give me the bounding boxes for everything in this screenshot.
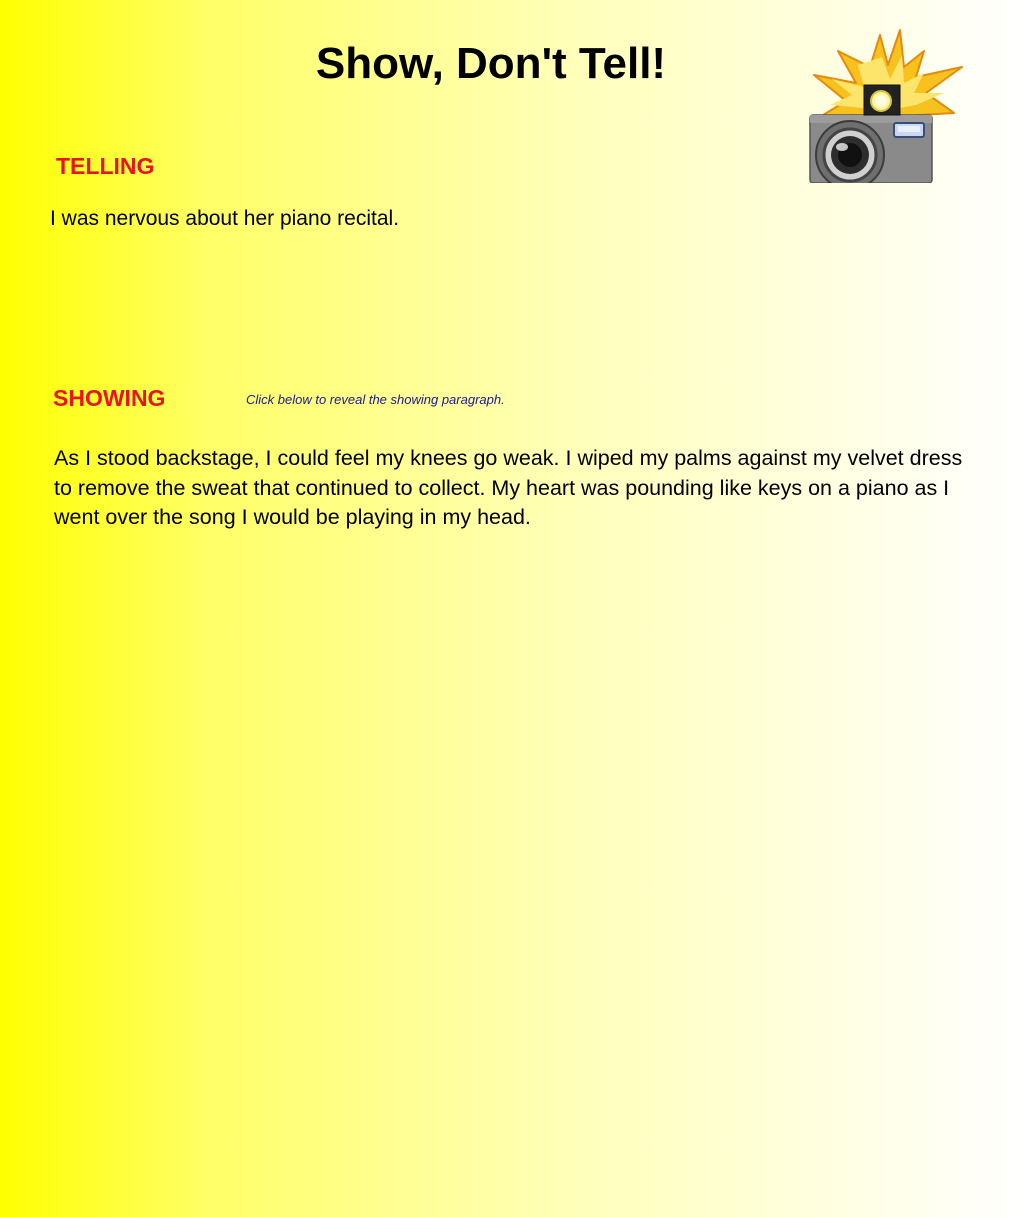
reveal-hint: Click below to reveal the showing paragraph. bbox=[246, 392, 505, 407]
page-title: Show, Don't Tell! bbox=[315, 39, 667, 88]
showing-heading: SHOWING bbox=[53, 385, 166, 411]
showing-paragraph[interactable]: As I stood backstage, I could feel my knees go weak. I wiped my palms against my velvet dress to remove the sweat that continued to collect. My heart was pounding like keys on a piano as I went over the song I would be playing in my head. bbox=[54, 446, 963, 529]
camera-flash-icon bbox=[808, 27, 966, 183]
telling-sentence: I was nervous about her piano recital. bbox=[50, 207, 400, 230]
telling-heading: TELLING bbox=[56, 153, 155, 179]
